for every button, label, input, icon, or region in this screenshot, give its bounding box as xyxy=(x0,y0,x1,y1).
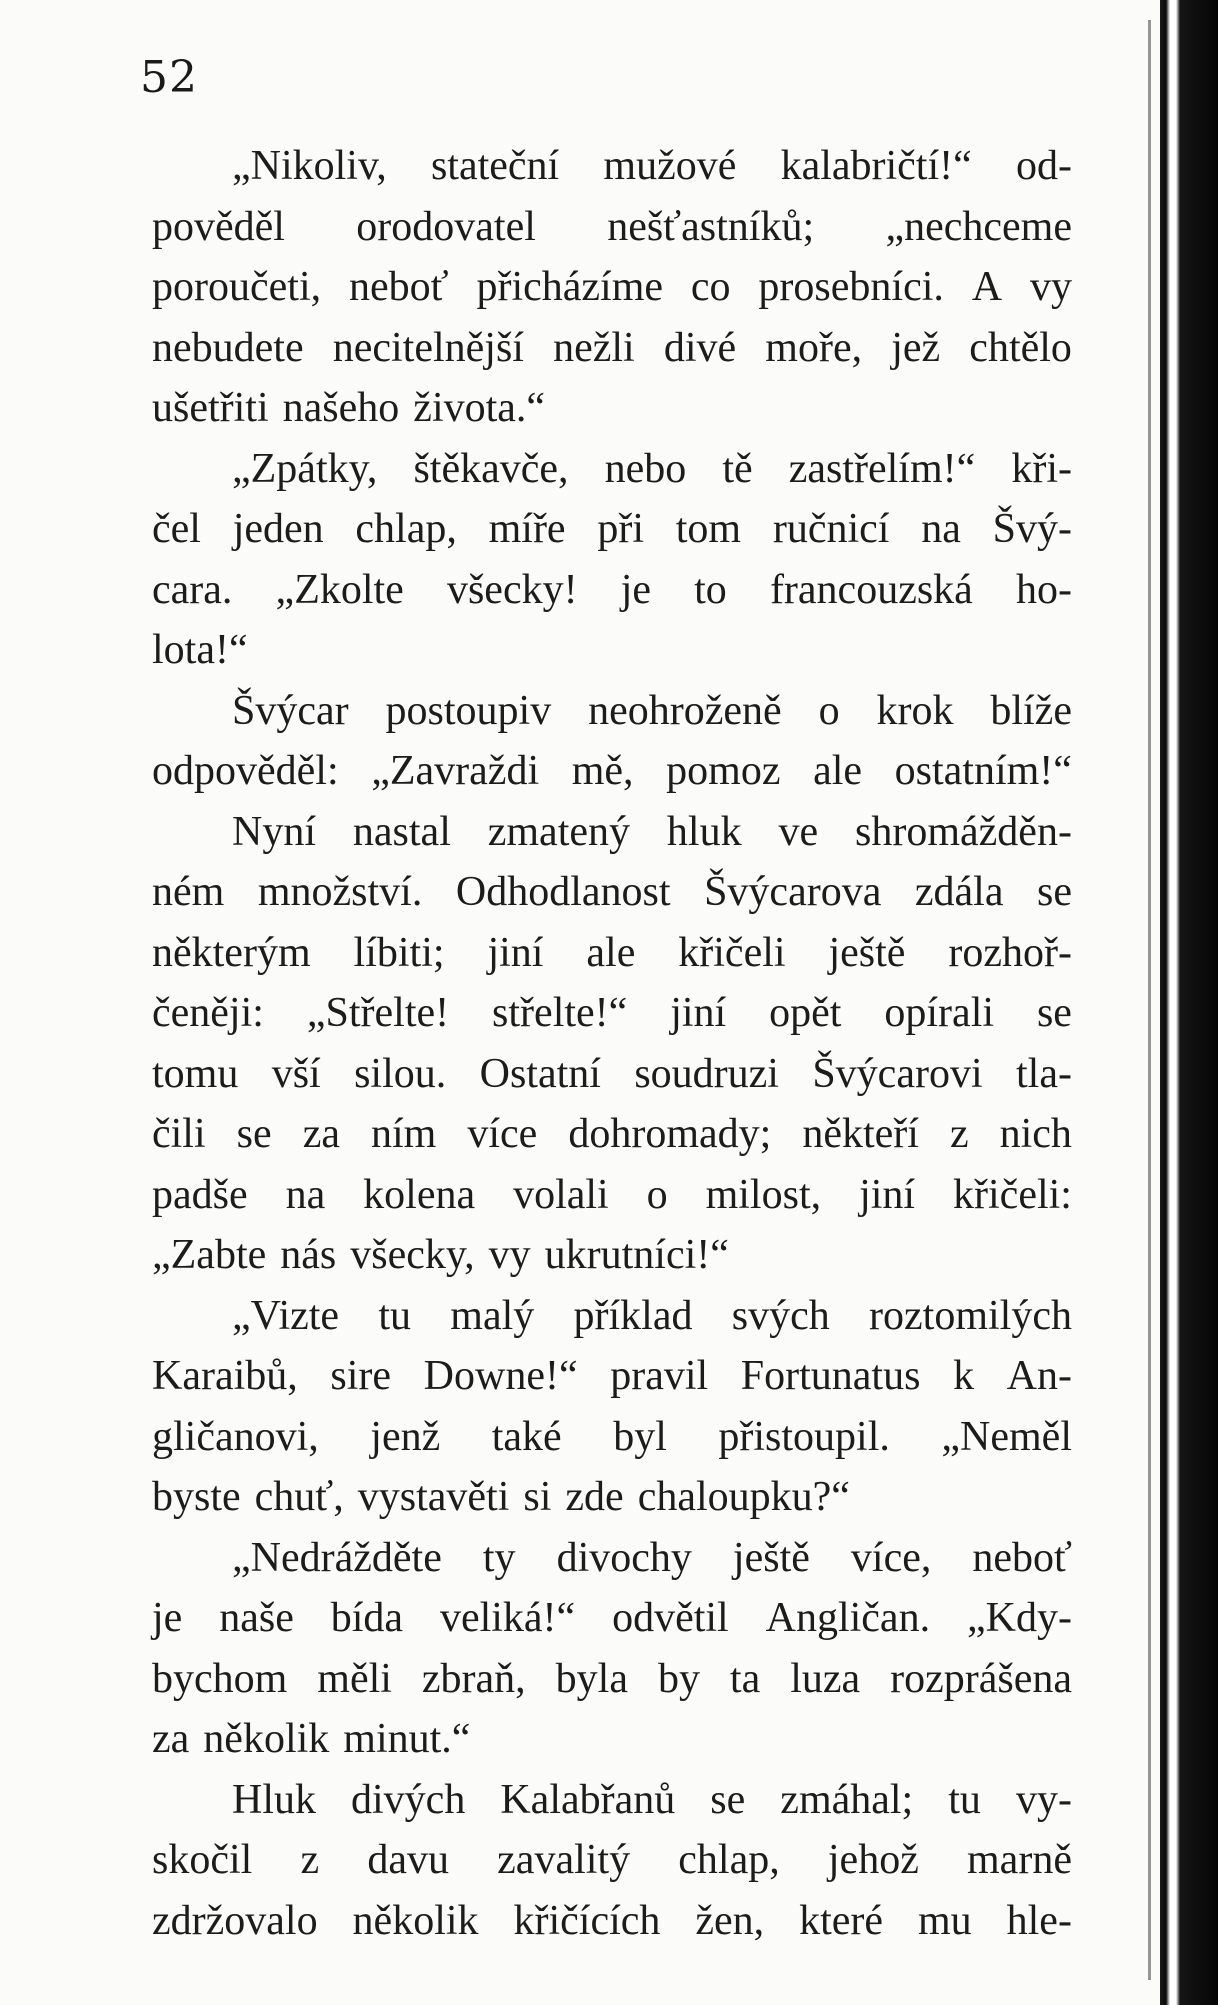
text-line: padše na kolena volali o milost, jiní křičeli: xyxy=(152,1171,1072,1218)
text-line: ušetřiti našeho života.“ xyxy=(152,385,546,431)
text-line: cara. „Zkolte všecky! je to francouzská ho- xyxy=(152,566,1072,613)
text-line: Nyní nastal zmatený hluk ve shromážděn- xyxy=(232,808,1072,855)
text-line: čili se za ním více dohromady; někteří z nich xyxy=(152,1111,1072,1157)
text-line: „Zpátky, štěkavče, nebo tě zastřelím!“ kři- xyxy=(232,445,1072,492)
text-line: některým líbiti; jiní ale křičeli ještě rozhoř- xyxy=(152,929,1072,976)
text-line: lota!“ xyxy=(152,627,248,673)
text-line: tomu vší silou. Ostatní soudruzi Švýcarovi tla- xyxy=(152,1050,1072,1097)
text-line: čeněji: „Střelte! střelte!“ jiní opět opírali se xyxy=(152,990,1072,1036)
text-line: Švýcar postoupiv neohroženě o krok blíže xyxy=(232,687,1072,734)
text-line: Hluk divých Kalabřanů se zmáhal; tu vy- xyxy=(232,1776,1072,1823)
text-line: „Nikoliv, stateční mužové kalabričtí!“ od- xyxy=(232,143,1072,189)
text-line: byste chuť, vystavěti si zde chaloupku?“ xyxy=(152,1474,850,1520)
page-number: 52 xyxy=(140,52,198,103)
text-line: gličanovi, jenž také byl přistoupil. „Neměl xyxy=(152,1413,1072,1460)
text-line: je naše bída veliká!“ odvětil Angličan. „Kdy- xyxy=(152,1595,1072,1641)
body-text xyxy=(152,136,1072,1951)
text-line: poroučeti, neboť přicházíme co prosebníci. A vy xyxy=(152,264,1072,310)
text-line: skočil z davu zavalitý chlap, jehož marně xyxy=(152,1837,1072,1883)
text-line: pověděl orodovatel nešťastníků; „nechceme xyxy=(152,203,1072,250)
book-spine-edge xyxy=(1160,0,1218,2005)
text-line: za několik minut.“ xyxy=(152,1716,471,1762)
text-line: odpověděl: „Zavraždi mě, pomoz ale ostatním!“ xyxy=(152,748,1072,794)
text-line: Karaibů, sire Downe!“ pravil Fortunatus k An- xyxy=(152,1353,1072,1399)
page-edge-shadow xyxy=(1148,20,1151,1980)
text-line: zdržovalo několik křičících žen, které mu hle- xyxy=(152,1897,1072,1944)
text-line: bychom měli zbraň, byla by ta luza rozprášena xyxy=(152,1655,1072,1702)
text-line: čel jeden chlap, míře při tom ručnicí na Švý- xyxy=(152,506,1072,552)
text-line: „Zabte nás všecky, vy ukrutníci!“ xyxy=(152,1232,729,1278)
text-line: „Nedrážděte ty divochy ještě více, neboť xyxy=(232,1534,1072,1581)
text-line: „Vizte tu malý příklad svých roztomilých xyxy=(232,1292,1072,1339)
text-line: nebudete necitelnější nežli divé moře, jež chtělo xyxy=(152,324,1072,371)
text-line: ném množství. Odhodlanost Švýcarova zdála se xyxy=(152,869,1072,915)
